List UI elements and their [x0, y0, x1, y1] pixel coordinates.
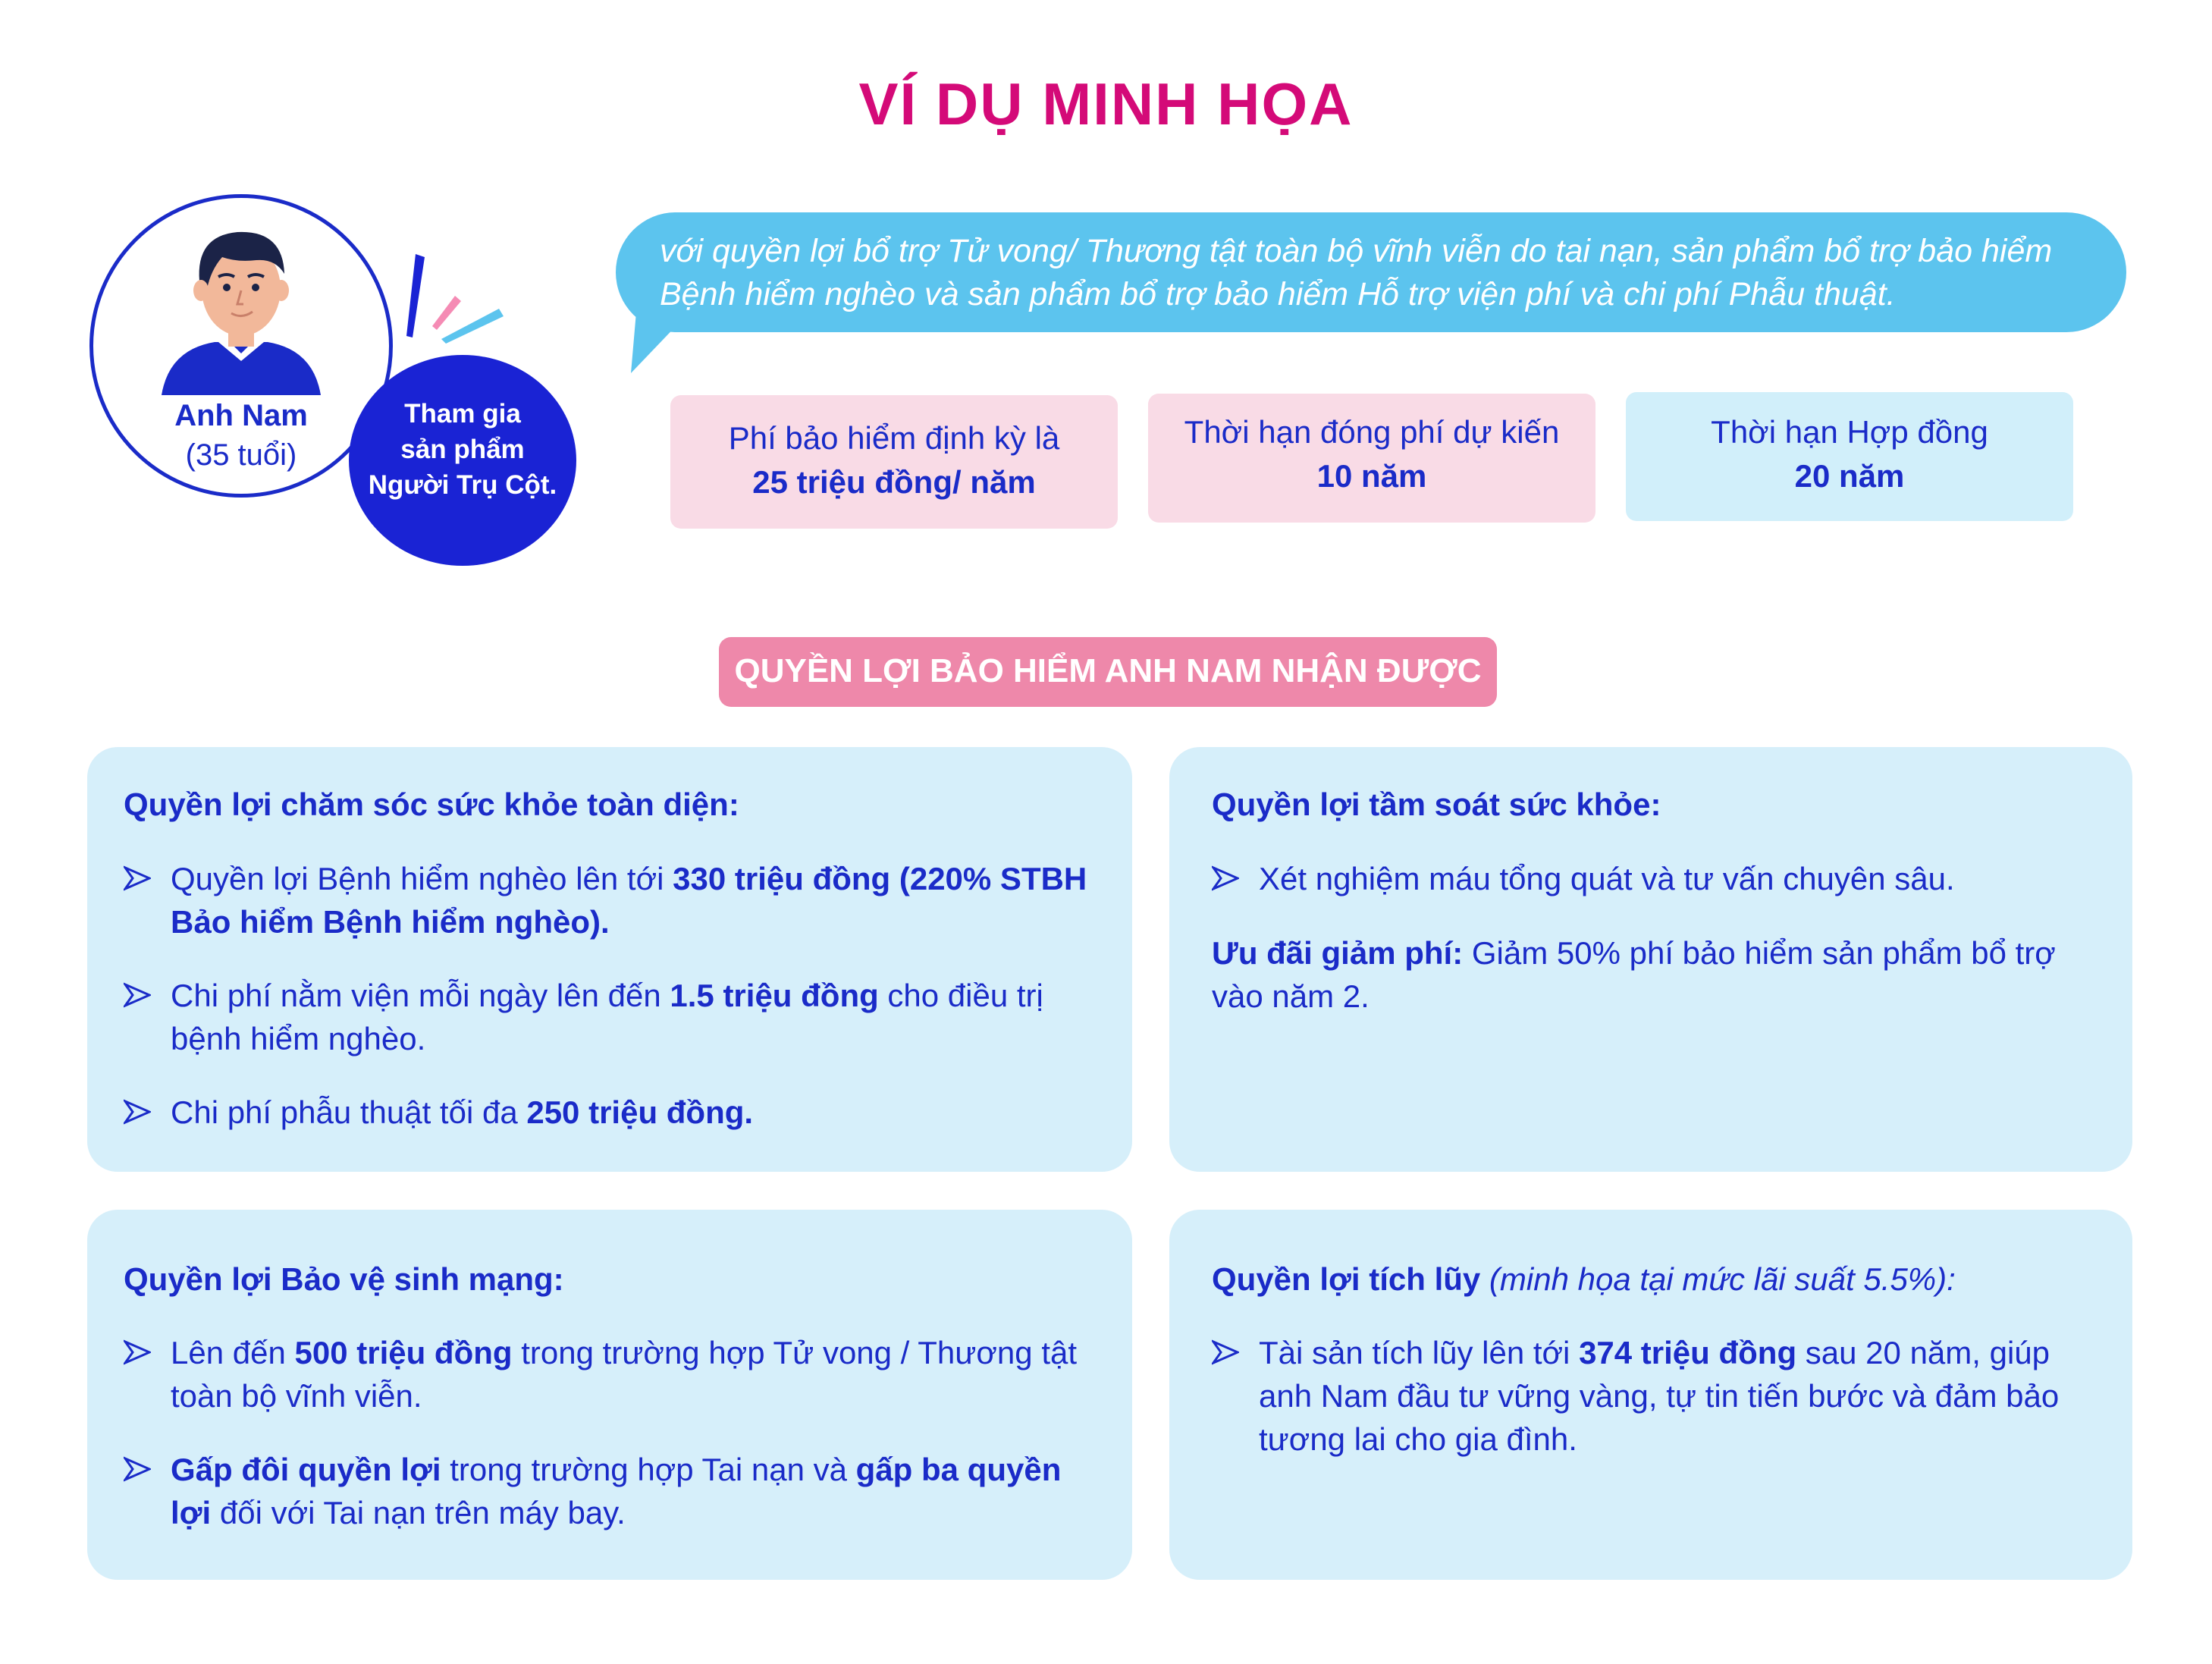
contract-term-info-box	[1626, 392, 2073, 521]
list-item: Quyền lợi Bệnh hiểm nghèo lên tới 330 triệu đồng (220% STBH Bảo hiểm Bệnh hiểm nghèo).	[124, 857, 1109, 943]
join-line-2: sản phẩm	[400, 435, 525, 464]
health-bullet-list	[124, 857, 1109, 1164]
burst-lines-icon	[402, 254, 508, 353]
health-benefits-card	[87, 747, 1132, 1172]
savings-benefits-card	[1169, 1210, 2132, 1580]
join-line-3: Người Trụ Cột.	[368, 470, 557, 500]
list-item: Tài sản tích lũy lên tới 374 triệu đồng sau 20 năm, giúp anh Nam đầu tư vững vàng, tự tin tiến bước và đảm bảo tương lai cho gia đình.	[1212, 1331, 2107, 1461]
arrow-bullet-icon	[1212, 1339, 1239, 1366]
join-line-1: Tham gia	[404, 399, 521, 429]
arrow-bullet-icon	[1212, 865, 1239, 892]
savings-bullet-list	[1212, 1331, 2107, 1491]
page-title: VÍ DỤ MINH HỌA	[858, 71, 1354, 137]
health-card-title: Quyền lợi chăm sóc sức khỏe toàn diện:	[124, 786, 739, 822]
list-item: Lên đến 500 triệu đồng trong trường hợp Tử vong / Thương tật toàn bộ vĩnh viễn.	[124, 1331, 1109, 1418]
screening-bullet-list	[1212, 857, 2107, 931]
screening-card-title: Quyền lợi tầm soát sức khỏe:	[1212, 786, 1661, 822]
life-protection-card	[87, 1210, 1132, 1580]
premium-label: Phí bảo hiểm định kỳ là	[728, 420, 1060, 456]
arrow-bullet-icon	[124, 1098, 151, 1126]
arrow-bullet-icon	[124, 865, 151, 892]
payment-term-info-box	[1148, 394, 1595, 523]
premium-value: 25 triệu đồng/ năm	[752, 464, 1036, 500]
contract-term-value: 20 năm	[1794, 458, 1905, 494]
payment-term-value: 10 năm	[1316, 458, 1427, 494]
screening-benefits-card	[1169, 747, 2132, 1172]
arrow-bullet-icon	[124, 1455, 151, 1483]
premium-info-box	[670, 395, 1118, 529]
person-name: Anh Nam	[174, 399, 308, 432]
arrow-bullet-icon	[124, 981, 151, 1009]
payment-term-label: Thời hạn đóng phí dự kiến	[1184, 414, 1560, 450]
speech-bubble-text	[660, 230, 2101, 316]
person-age: (35 tuổi)	[185, 438, 297, 472]
contract-term-label: Thời hạn Hợp đồng	[1711, 414, 1988, 450]
life-bullet-list	[124, 1331, 1109, 1565]
list-item: Xét nghiệm máu tổng quát và tư vấn chuyên sâu.	[1212, 857, 2107, 900]
fee-offer-text: Ưu đãi giảm phí: Giảm 50% phí bảo hiểm sản phẩm bổ trợ vào năm 2.	[1212, 935, 2056, 1014]
list-item: Chi phí nằm viện mỗi ngày lên đến 1.5 triệu đồng cho điều trị bệnh hiểm nghèo.	[124, 974, 1109, 1060]
bubble-line-1: với quyền lợi bổ trợ Tử vong/ Thương tật toàn bộ vĩnh viễn do tai nạn, sản phẩm bổ trợ bảo hiểm	[660, 233, 2053, 269]
benefits-banner-text: QUYỀN LỢI BẢO HIỂM ANH NAM NHẬN ĐƯỢC	[734, 652, 1482, 689]
join-product-text	[349, 396, 576, 503]
list-item: Gấp đôi quyền lợi trong trường hợp Tai nạn và gấp ba quyền lợi đối với Tai nạn trên máy bay.	[124, 1448, 1109, 1534]
life-card-title: Quyền lợi Bảo vệ sinh mạng:	[124, 1261, 564, 1297]
bubble-line-2: Bệnh hiểm nghèo và sản phẩm bổ trợ bảo hiểm Hỗ trợ viện phí và chi phí Phẫu thuật.	[660, 276, 1896, 312]
savings-card-title: Quyền lợi tích lũy (minh họa tại mức lãi suất 5.5%):	[1212, 1261, 1956, 1297]
list-item: Chi phí phẫu thuật tối đa 250 triệu đồng.	[124, 1091, 1109, 1134]
arrow-bullet-icon	[124, 1339, 151, 1366]
